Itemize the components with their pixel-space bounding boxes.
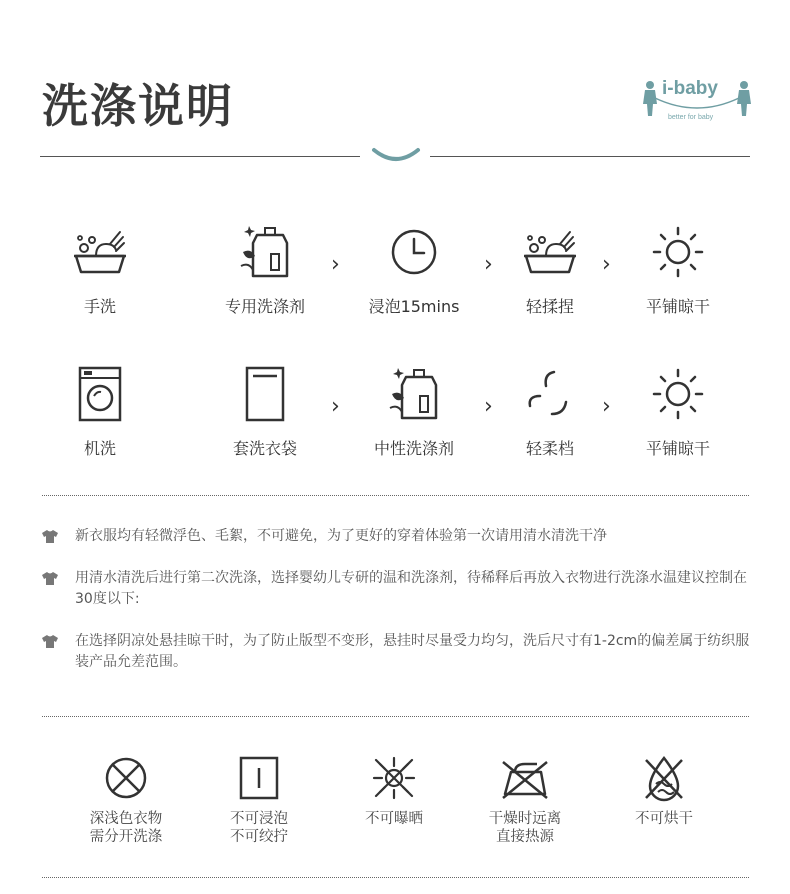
clock-icon — [384, 222, 444, 282]
no-iron-icon — [501, 754, 549, 802]
tshirt-bullet-icon — [42, 571, 58, 585]
note-text: 用清水清洗后进行第二次洗涤，选择婴幼儿专研的温和洗涤剂，待稀释后再放入衣物进行洗涤水温建议控制在30度以下: — [75, 570, 747, 607]
no-tumble-dry-icon — [640, 754, 688, 802]
hand-wash-basin-icon — [70, 222, 130, 282]
swoosh-icon — [370, 146, 422, 166]
no-sun-icon — [370, 754, 418, 802]
care-item-no-sun — [334, 754, 454, 828]
sun-icon — [648, 364, 708, 424]
step-label: 平铺晾干 — [645, 297, 710, 316]
sun-icon — [648, 222, 708, 282]
step-lay-flat-dry — [618, 364, 738, 459]
step-lay-flat-dry — [618, 222, 738, 317]
care-item-no-soak — [199, 754, 319, 846]
step-label: 平铺晾干 — [645, 439, 710, 458]
step-label: 套洗衣袋 — [232, 439, 297, 458]
logo-tagline: better for baby — [668, 114, 714, 121]
step-neutral-detergent — [354, 364, 474, 459]
divider-dotted — [42, 495, 749, 496]
chevron-right-icon: › — [331, 252, 340, 277]
step-label: 轻揉捏 — [525, 297, 574, 316]
tshirt-bullet-icon — [42, 634, 58, 648]
gentle-cycle-icon — [520, 364, 580, 424]
step-machine-wash — [40, 364, 160, 459]
care-item-no-heat — [465, 754, 585, 846]
care-label-line1: 不可曝晒 — [365, 811, 423, 827]
step-label: 轻柔档 — [525, 439, 574, 458]
step-gentle-rub — [490, 222, 610, 317]
step-hand-wash — [40, 222, 160, 317]
divider-right — [430, 156, 750, 157]
chevron-right-icon: › — [484, 252, 493, 277]
note-text: 在选择阴凉处悬挂晾干时，为了防止版型不变形，悬挂时尽量受力均匀，洗后尺寸有1-2cm的偏差属于纺织服装产品允差范围。 — [75, 633, 750, 670]
detergent-bottle-icon — [235, 222, 295, 282]
care-item-no-dry — [604, 754, 724, 828]
divider-left — [40, 156, 360, 157]
step-soak — [354, 222, 474, 317]
washing-machine-icon — [70, 364, 130, 424]
note-text: 新衣服均有轻微浮色、毛絮，不可避免，为了更好的穿着体验第一次请用清水清洗干净 — [75, 528, 607, 544]
brand-logo — [640, 76, 755, 126]
laundry-bag-icon — [235, 364, 295, 424]
no-soak-icon — [235, 754, 283, 802]
care-label-line1: 干燥时远离 — [488, 811, 562, 827]
hand-wash-basin-icon — [520, 222, 580, 282]
step-laundry-bag — [205, 364, 325, 459]
detergent-bottle-icon — [384, 364, 444, 424]
step-label: 浸泡15mins — [368, 297, 460, 316]
care-label-line1: 深浅色衣物 — [89, 811, 163, 827]
chevron-right-icon: › — [331, 394, 340, 419]
tshirt-bullet-icon — [42, 529, 58, 543]
step-gentle-cycle — [490, 364, 610, 459]
divider-dotted — [42, 877, 749, 878]
step-label: 手洗 — [83, 297, 116, 316]
care-label-line1: 不可烘干 — [635, 811, 693, 827]
care-label-line1: 不可浸泡 — [230, 811, 288, 827]
care-label-line2: 需分开洗涤 — [89, 829, 163, 845]
step-label: 专用洗涤剂 — [224, 297, 305, 316]
logo-text: i-baby — [662, 78, 718, 99]
care-label-line2: 不可绞拧 — [230, 829, 288, 845]
step-label: 机洗 — [83, 439, 116, 458]
chevron-right-icon: › — [602, 394, 611, 419]
chevron-right-icon: › — [484, 394, 493, 419]
step-label: 中性洗涤剂 — [373, 439, 454, 458]
care-item-separate — [66, 754, 186, 846]
step-detergent — [205, 222, 325, 317]
no-bleach-icon — [102, 754, 150, 802]
page-title: 洗涤说明 — [42, 79, 234, 133]
divider-dotted — [42, 716, 749, 717]
care-label-line2: 直接热源 — [496, 829, 554, 845]
chevron-right-icon: › — [602, 252, 611, 277]
